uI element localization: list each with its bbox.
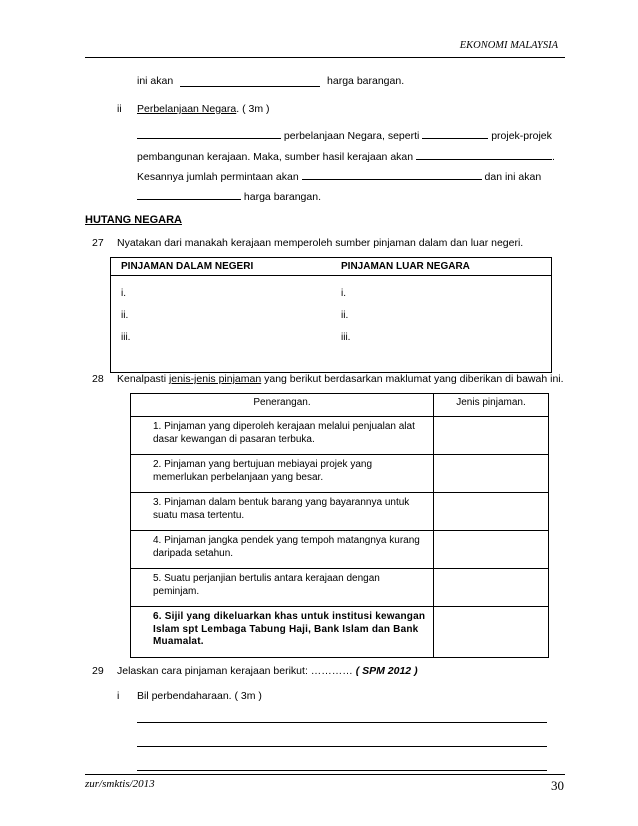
answer-line[interactable] <box>137 770 547 771</box>
q28-row-description: 6. Sijil yang dikeluarkan khas untuk institusi kewangan Islam spt Lembaga Tabung Haji, Bank Islam dan Bank Muamalat. <box>131 607 434 658</box>
q28-row-description: 1. Pinjaman yang diperoleh kerajaan melalui penjualan alat dasar kewangan di pasaran terbuka. <box>131 417 434 455</box>
intro-text: projek-projek <box>491 130 552 142</box>
q27-col1-header: PINJAMAN DALAM NEGERI <box>111 258 332 276</box>
answer-blank[interactable] <box>416 150 552 160</box>
intro-text: ini akan <box>137 75 174 87</box>
q27-col1-item: ii. <box>121 310 129 321</box>
intro-text: dan ini akan <box>484 171 542 183</box>
intro-text: pembangunan kerajaan. Maka, sumber hasil kerajaan akan <box>137 151 414 163</box>
item-ii-number: ii <box>117 103 122 115</box>
q27-text: Nyatakan dari manakah kerajaan memperoleh sumber pinjaman dalam dan luar negeri. <box>117 237 524 249</box>
item-ii-label <box>137 103 270 115</box>
q28-col2-header: Jenis pinjaman. <box>434 394 549 417</box>
q27-number: 27 <box>92 237 104 249</box>
section-heading: HUTANG NEGARA <box>85 214 182 226</box>
q28-col1-header: Penerangan. <box>131 394 434 417</box>
q29-text-part: Jelaskan cara pinjaman kerajaan berikut: <box>117 665 308 677</box>
q27-col2-item: i. <box>341 288 346 299</box>
q28-text-part: Kenalpasti <box>117 373 167 385</box>
q29-dots: ………… <box>310 665 353 677</box>
item-ii-title: Perbelanjaan Negara <box>137 103 237 115</box>
q28-row-answer[interactable] <box>434 569 549 607</box>
intro-text: harga barangan. <box>327 75 405 87</box>
q28-text-part: yang berikut berdasarkan maklumat yang diberikan di bawah ini. <box>264 373 564 385</box>
q28-row-answer[interactable] <box>434 531 549 569</box>
intro-text: harga barangan. <box>243 191 321 203</box>
intro-text: perbelanjaan Negara, seperti <box>283 130 420 142</box>
q29-item-i-text: Bil perbendaharaan. ( 3m ) <box>137 690 262 702</box>
q28-text-underlined: jenis-jenis pinjaman <box>168 373 262 385</box>
q28-row-description: 5. Suatu perjanjian bertulis antara kerajaan dengan peminjam. <box>131 569 434 607</box>
answer-blank[interactable] <box>137 129 281 139</box>
header-rule <box>85 57 565 58</box>
q28-row-description: 2. Pinjaman yang bertujuan mebiayai projek yang memerlukan perbelanjaan yang besar. <box>131 455 434 493</box>
q29-item-i-number: i <box>117 690 120 702</box>
q28-row-answer[interactable] <box>434 607 549 658</box>
q28-row-description: 4. Pinjaman jangka pendek yang tempoh matangnya kurang daripada setahun. <box>131 531 434 569</box>
q27-col2-header: PINJAMAN LUAR NEGARA <box>331 258 552 276</box>
answer-blank[interactable] <box>422 129 488 139</box>
q27-col2-item: ii. <box>341 310 349 321</box>
footer-left: zur/smktis/2013 <box>85 778 155 790</box>
intro-paragraph-line-2 <box>137 150 555 163</box>
q28-number: 28 <box>92 373 104 385</box>
intro-paragraph-line-4 <box>137 190 321 203</box>
header-title: EKONOMI MALAYSIA <box>459 40 558 51</box>
page-number: 30 <box>551 778 564 793</box>
intro-line-1 <box>137 75 404 87</box>
answer-blank[interactable] <box>137 190 241 200</box>
q28-text <box>117 373 564 385</box>
q27-table <box>110 257 552 373</box>
q28-table <box>130 393 549 658</box>
q27-col2-answers[interactable] <box>331 276 552 373</box>
q28-row-answer[interactable] <box>434 417 549 455</box>
answer-line[interactable] <box>137 746 547 747</box>
q28-row-description: 3. Pinjaman dalam bentuk barang yang bayarannya untuk suatu masa tertentu. <box>131 493 434 531</box>
intro-paragraph-line-3 <box>137 170 541 183</box>
intro-paragraph-line-1 <box>137 129 552 142</box>
answer-blank[interactable] <box>302 170 482 180</box>
q27-col1-answers[interactable] <box>111 276 332 373</box>
q27-col1-item: iii. <box>121 332 131 343</box>
intro-text: . <box>552 151 555 163</box>
q27-col2-item: iii. <box>341 332 351 343</box>
q27-col1-item: i. <box>121 288 126 299</box>
q29-reference: ( SPM 2012 ) <box>355 665 418 677</box>
answer-line[interactable] <box>137 722 547 723</box>
q29-text <box>117 665 418 677</box>
footer-rule <box>85 774 565 775</box>
item-ii-marks: . ( 3m ) <box>236 103 270 115</box>
intro-text: Kesannya jumlah permintaan akan <box>137 171 299 183</box>
q28-row-answer[interactable] <box>434 493 549 531</box>
answer-blank[interactable] <box>180 86 320 87</box>
q28-row-answer[interactable] <box>434 455 549 493</box>
q29-number: 29 <box>92 665 104 677</box>
